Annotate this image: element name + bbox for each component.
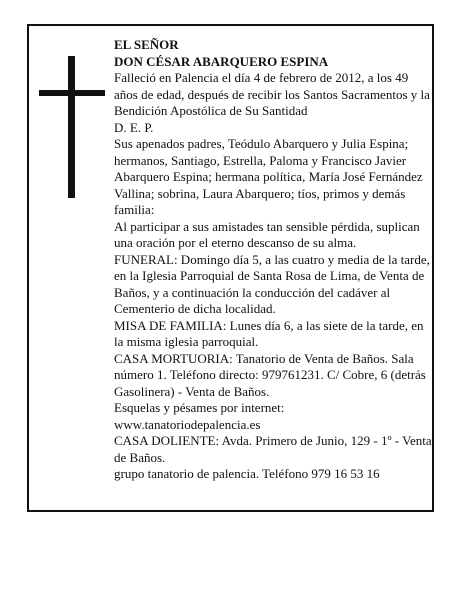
notice-title-line-1: EL SEÑOR [114,37,179,52]
rest-in-peace: D. E. P. [114,119,154,135]
prayer-request: Al participar a sus amistades tan sensible pérdida, suplican una oración por el eterno descanso de su alma. [114,218,420,250]
cross-vertical-bar [68,56,75,198]
deceased-name: DON CÉSAR ABARQUERO ESPINA [114,53,329,69]
family-mass-details: MISA DE FAMILIA: Lunes día 6, a las siete de la tarde, en la misma iglesia parroquial. [114,317,424,349]
cross-horizontal-bar [39,90,105,96]
funeral-home-details: CASA MORTUORIA: Tanatorio de Venta de Baños. Sala número 1. Teléfono directo: 979761231. C/ Cobre, 6 (detrás Gasolinera) - Venta de Baños. [114,350,426,399]
obituary-notice [27,24,434,512]
funeral-details: FUNERAL: Domingo día 5, a las cuatro y media de la tarde, en la Iglesia Parroquial de Santa Rosa de Lima, de Venta de Baños, y a continuación la conducción del cadáver al Cementerio de dicha localidad. [114,251,430,316]
notice-text [114,37,432,483]
internet-condolences: Esquelas y pésames por internet: www.tanatoriodepalencia.es [114,400,285,432]
cross-icon [39,56,109,198]
death-announcement: Falleció en Palencia el día 4 de febrero de 2012, a los 49 años de edad, después de recibir los Santos Sacramentos y la Bendición Apostólica de Su Santidad [114,70,430,118]
family-home-address: CASA DOLIENTE: Avda. Primero de Junio, 129 - 1º - Venta de Baños. [114,433,432,465]
family-list: Sus apenados padres, Teódulo Abarquero y Julia Espina; hermanos, Santiago, Estrella, Paloma y Francisco Javier Abarquero Espina; hermana política, María José Fernández Vallina; sobrina, Laura Abarquero; tíos, primos y demás familia: [114,136,423,217]
funeral-group-phone: grupo tanatorio de palencia. Teléfono 979 16 53 16 [114,466,380,481]
